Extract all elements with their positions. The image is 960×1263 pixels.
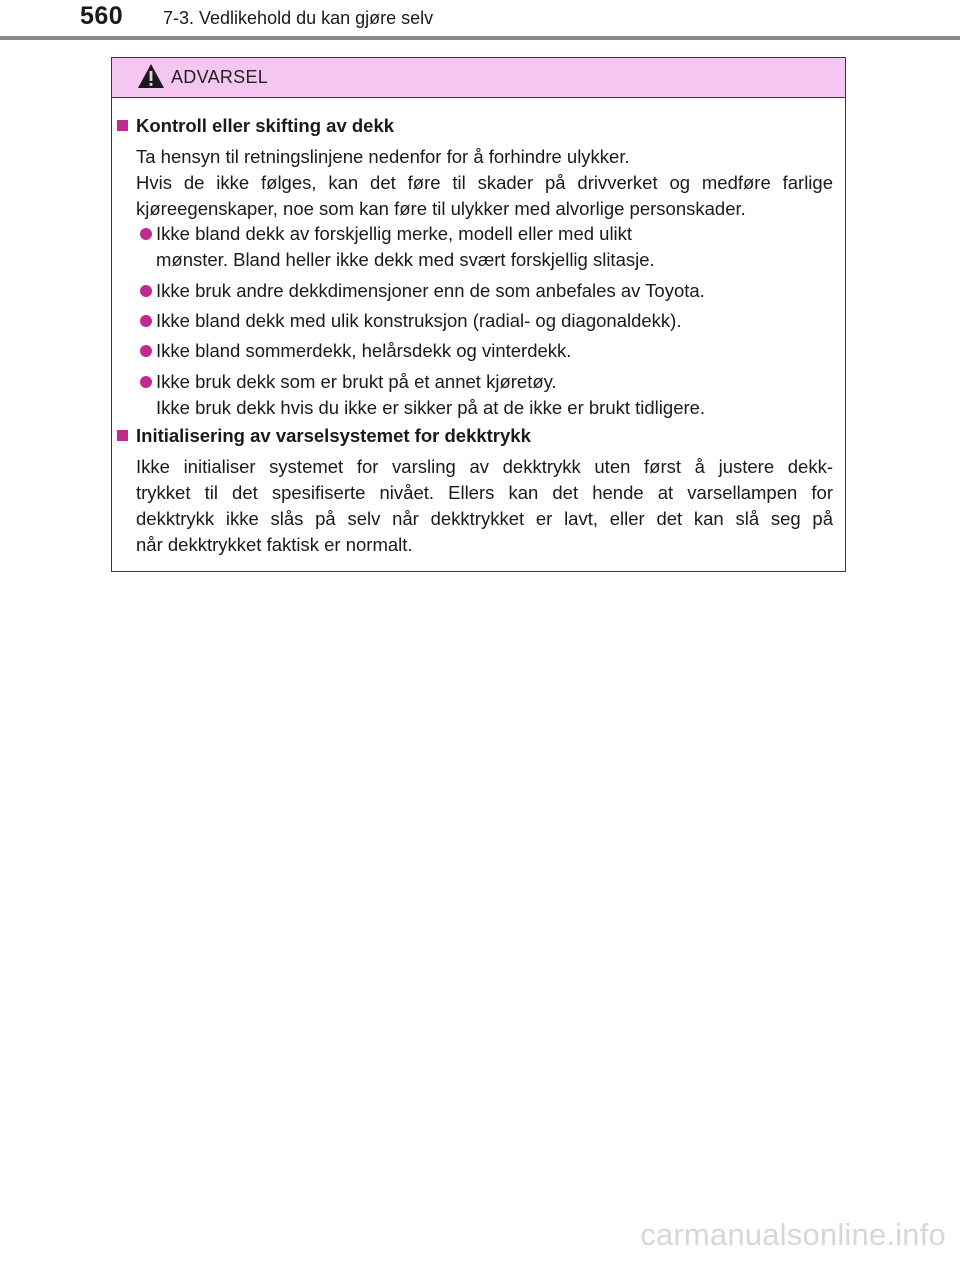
paragraph-line: når dekktrykket faktisk er normalt.: [136, 534, 413, 555]
bullet-line: Ikke bland dekk med ulik konstruksjon (radial- og diagonaldekk).: [156, 310, 682, 331]
warning-header: [112, 58, 845, 98]
section-paragraph: [136, 144, 833, 222]
section-heading-text: Initialisering av varselsystemet for dekktrykk: [136, 425, 531, 446]
round-bullet-icon: [140, 285, 152, 297]
warning-box: [111, 57, 846, 572]
page-number: 560: [80, 2, 124, 30]
bullet-line: mønster. Bland heller ikke dekk med svært forskjellig slitasje.: [156, 249, 655, 270]
paragraph-line: dekktrykk ikke slås på selv når dekktrykket er lavt, eller det kan slå seg på: [136, 508, 833, 529]
round-bullet-icon: [140, 376, 152, 388]
round-bullet-icon: [140, 315, 152, 327]
round-bullet-icon: [140, 228, 152, 240]
section-title: 7-3. Vedlikehold du kan gjøre selv: [163, 8, 434, 28]
watermark: carmanualsonline.info: [640, 1217, 946, 1252]
section-heading-tire-check: [117, 115, 394, 137]
bullet-line: Ikke bruk andre dekkdimensjoner enn de som anbefales av Toyota.: [156, 280, 705, 301]
section-heading-tpms-init: [117, 425, 531, 447]
round-bullet-icon: [140, 345, 152, 357]
warning-triangle-icon: [137, 63, 165, 89]
paragraph-line: Hvis de ikke følges, kan det føre til skader på drivverket og medføre farlige: [136, 172, 833, 193]
paragraph-line: kjøreegenskaper, noe som kan føre til ulykker med alvorlige personskader.: [136, 198, 746, 219]
section-paragraph: [136, 454, 833, 558]
bullet-line: Ikke bland dekk av forskjellig merke, modell eller med ulikt: [156, 223, 633, 244]
square-bullet-icon: [117, 120, 128, 131]
header-rule: [0, 36, 960, 40]
paragraph-line: Ikke initialiser systemet for varsling av dekktrykk uten først å justere dekk-: [136, 456, 833, 477]
bullet-line: Ikke bland sommerdekk, helårsdekk og vinterdekk.: [156, 340, 572, 361]
square-bullet-icon: [117, 430, 128, 441]
bullet-line: Ikke bruk dekk som er brukt på et annet kjøretøy.: [156, 371, 557, 392]
page-header: [0, 0, 960, 42]
bullet-line: Ikke bruk dekk hvis du ikke er sikker på at de ikke er brukt tidligere.: [156, 397, 706, 418]
section-heading-text: Kontroll eller skifting av dekk: [136, 115, 395, 136]
paragraph-line: Ta hensyn til retningslinjene nedenfor for å forhindre ulykker.: [136, 146, 630, 167]
warning-title: ADVARSEL: [171, 67, 269, 87]
paragraph-line: trykket til det spesifiserte nivået. Ellers kan det hende at varsellampen for: [136, 482, 833, 503]
